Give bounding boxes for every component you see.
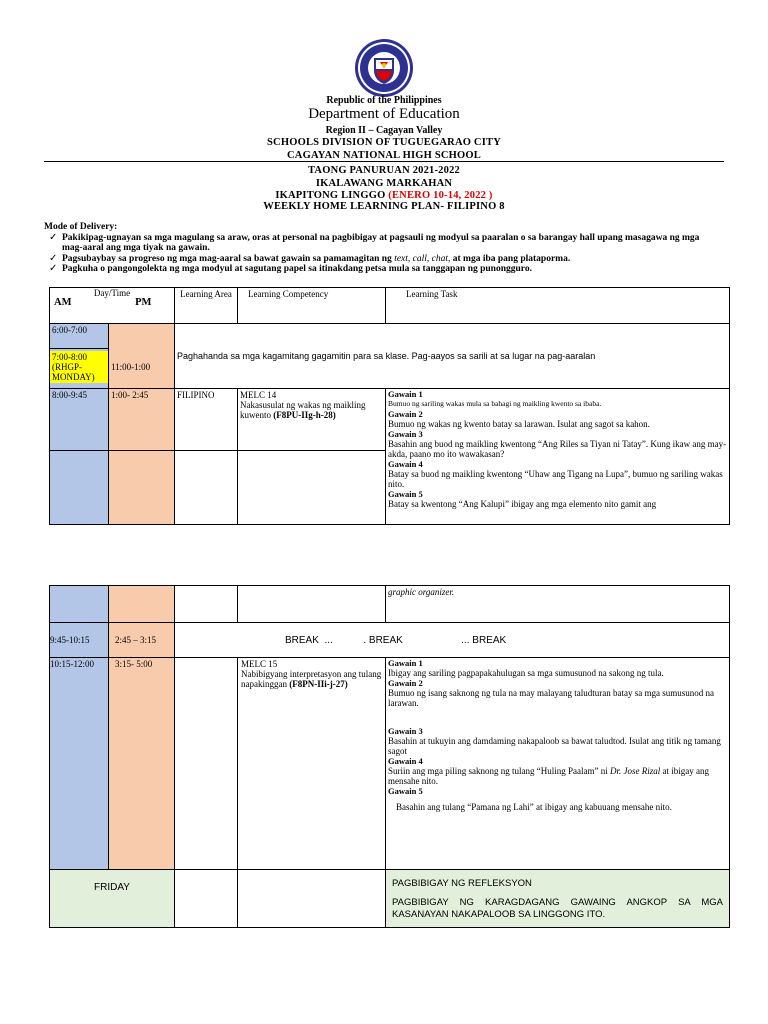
deped-seal-logo: [354, 38, 414, 98]
weekly-plan-table-page1: [49, 287, 730, 525]
cont-pm-cell: [109, 586, 175, 623]
tasks-melc14: Gawain 1 Bumuo ng sariling wakas mula sa bahagi ng maikling kwento sa ibaba. Gawain 2 Bumuo ng wakas ng kwento batay sa larawan. Isulat ang sagot sa kahon. Gawain 3 Basahin ang buod ng maikling kwentong “Ang Riles sa Tiyan ni Tatay”. Kung ikaw ang may-akda, paano mo ito wawakasan? Gawain 4 Batay sa buod ng maikling kwentong “Uhaw ang Tigang na Lupa”, bumuo ng sariling wakas nito. Gawain 5 Batay sa kwentong “Ang Kalupi” ibigay ang mga elemento nito gamit ang: [386, 389, 730, 525]
school-line: CAGAYAN NATIONAL HIGH SCHOOL: [287, 150, 481, 161]
division-line: SCHOOLS DIVISION OF TUGUEGARAO CITY: [267, 137, 501, 148]
time-6-7: 6:00-7:00: [50, 324, 109, 349]
learning-task-header: Learning Task: [386, 288, 730, 324]
time-1015-12: 10:15-12:00: [50, 658, 109, 870]
time-1-245: 1:00- 2:45: [109, 389, 175, 451]
cont-am-cell: [50, 586, 109, 623]
preparation-row: Paghahanda sa mga kagamitang gagamitin para sa klase. Pag-aayos sa sarili at sa lugar na pag-aaralan: [175, 324, 730, 389]
time-8-945: 8:00-9:45: [50, 389, 109, 451]
daytime-header: Day/Time AM PM: [50, 288, 175, 324]
learning-area-header: Learning Area: [175, 288, 238, 324]
friday-competency-cell: [238, 870, 386, 928]
mode-of-delivery-label: Mode of Delivery:: [44, 222, 118, 232]
cont-area-cell: [175, 586, 238, 623]
weekly-plan-table-page2: [49, 585, 730, 928]
area-cell-melc15: [175, 658, 238, 870]
learning-competency-header: Learning Competency: [238, 288, 386, 324]
empty-competency-cell: [238, 451, 386, 525]
empty-pm-cell: [109, 451, 175, 525]
department-title: Department of Education: [308, 106, 460, 122]
task-continuation: graphic organizer.: [386, 586, 730, 623]
friday-cell: FRIDAY: [50, 870, 175, 928]
delivery-bullet-1: ✓ Pakikipag-ugnayan sa mga magulang sa araw, oras at personal na pagbibigay at pagsauli ng modyul sa paaralan o sa barangay hall upang masagawa ng mga mag-aaral ang mga tiyak na gawain.: [49, 232, 700, 253]
week-dates: (ENERO 10-14, 2022 ): [388, 190, 493, 201]
pm-header: PM: [135, 297, 152, 308]
empty-am-cell: [50, 451, 109, 525]
header-divider: [44, 161, 724, 162]
break-row: BREAK ... . BREAK ... BREAK: [175, 623, 730, 658]
week-label: IKAPITONG LINGGO (ENERO 10-14, 2022 ): [275, 190, 493, 201]
school-year: TAONG PANURUAN 2021-2022: [308, 165, 460, 176]
region-line: Region II – Cagayan Valley: [325, 125, 443, 136]
quarter-label: IKALAWANG MARKAHAN: [315, 178, 453, 189]
plan-title: WEEKLY HOME LEARNING PLAN- FILIPINO 8: [263, 201, 505, 212]
time-7-8-rhgp: 7:00-8:00 (RHGP-MONDAY): [50, 349, 109, 389]
competency-melc14: MELC 14 Nakasusulat ng wakas ng maikling kuwento (F8PU-IIg-h-28): [238, 389, 386, 451]
cont-competency-cell: [238, 586, 386, 623]
delivery-bullet-2: ✓ Pagsubaybay sa progreso ng mga mag-aaral sa bawat gawain sa pamamagitan ng text, call, chat, at mga iba pang plataporma.: [49, 253, 571, 264]
delivery-bullet-3: ✓ Pagkuha o pangongolekta ng mga modyul at sagutang papel sa itinakdang petsa mula sa tanggapan ng punongguro.: [49, 263, 532, 274]
break-am-time: 9:45-10:15: [50, 623, 109, 658]
am-header: AM: [54, 297, 72, 308]
friday-area-cell: [175, 870, 238, 928]
tasks-melc15: Gawain 1 Ibigay ang sariling pagpapakahulugan sa mga sumusunod na sakong ng tula. Gawain 2 Bumuo ng isang saknong ng tula na may malayang taludturan batay sa mga sumusunod na larawan. Gawain 3 Basahin at tukuyin ang damdaming nakapaloob sa bawat taludtod. Isulat ang titik ng tamang sagot Gawain 4 Suriin ang mga piling saknong ng tulang “Huling Paalam” ni Dr. Jose Rizal at ibigay ang mensahe nito. Gawain 5 Basahin ang tulang “Pamana ng Lahi” at ibigay ang kabuuang mensahe nito.: [386, 658, 730, 870]
time-315-5: 3:15- 5:00: [109, 658, 175, 870]
break-pm-time: 2:45 – 3:15: [109, 623, 175, 658]
competency-melc15: MELC 15 Nabibigyang interpretasyon ang tulang napakinggan (F8PN-IIi-j-27): [238, 658, 386, 870]
empty-area-cell: [175, 451, 238, 525]
learning-area-filipino: FILIPINO: [175, 389, 238, 451]
time-11-1: 11:00-1:00: [109, 324, 175, 389]
friday-tasks: PAGBIBIGAY NG REFLEKSYON PAGBIBIGAY NG KARAGDAGANG GAWAING ANGKOP SA MGA KASANAYAN NAKAPALOOB SA LINGGONG ITO.: [386, 870, 730, 928]
republic-line: Republic of the Philippines: [326, 95, 442, 106]
